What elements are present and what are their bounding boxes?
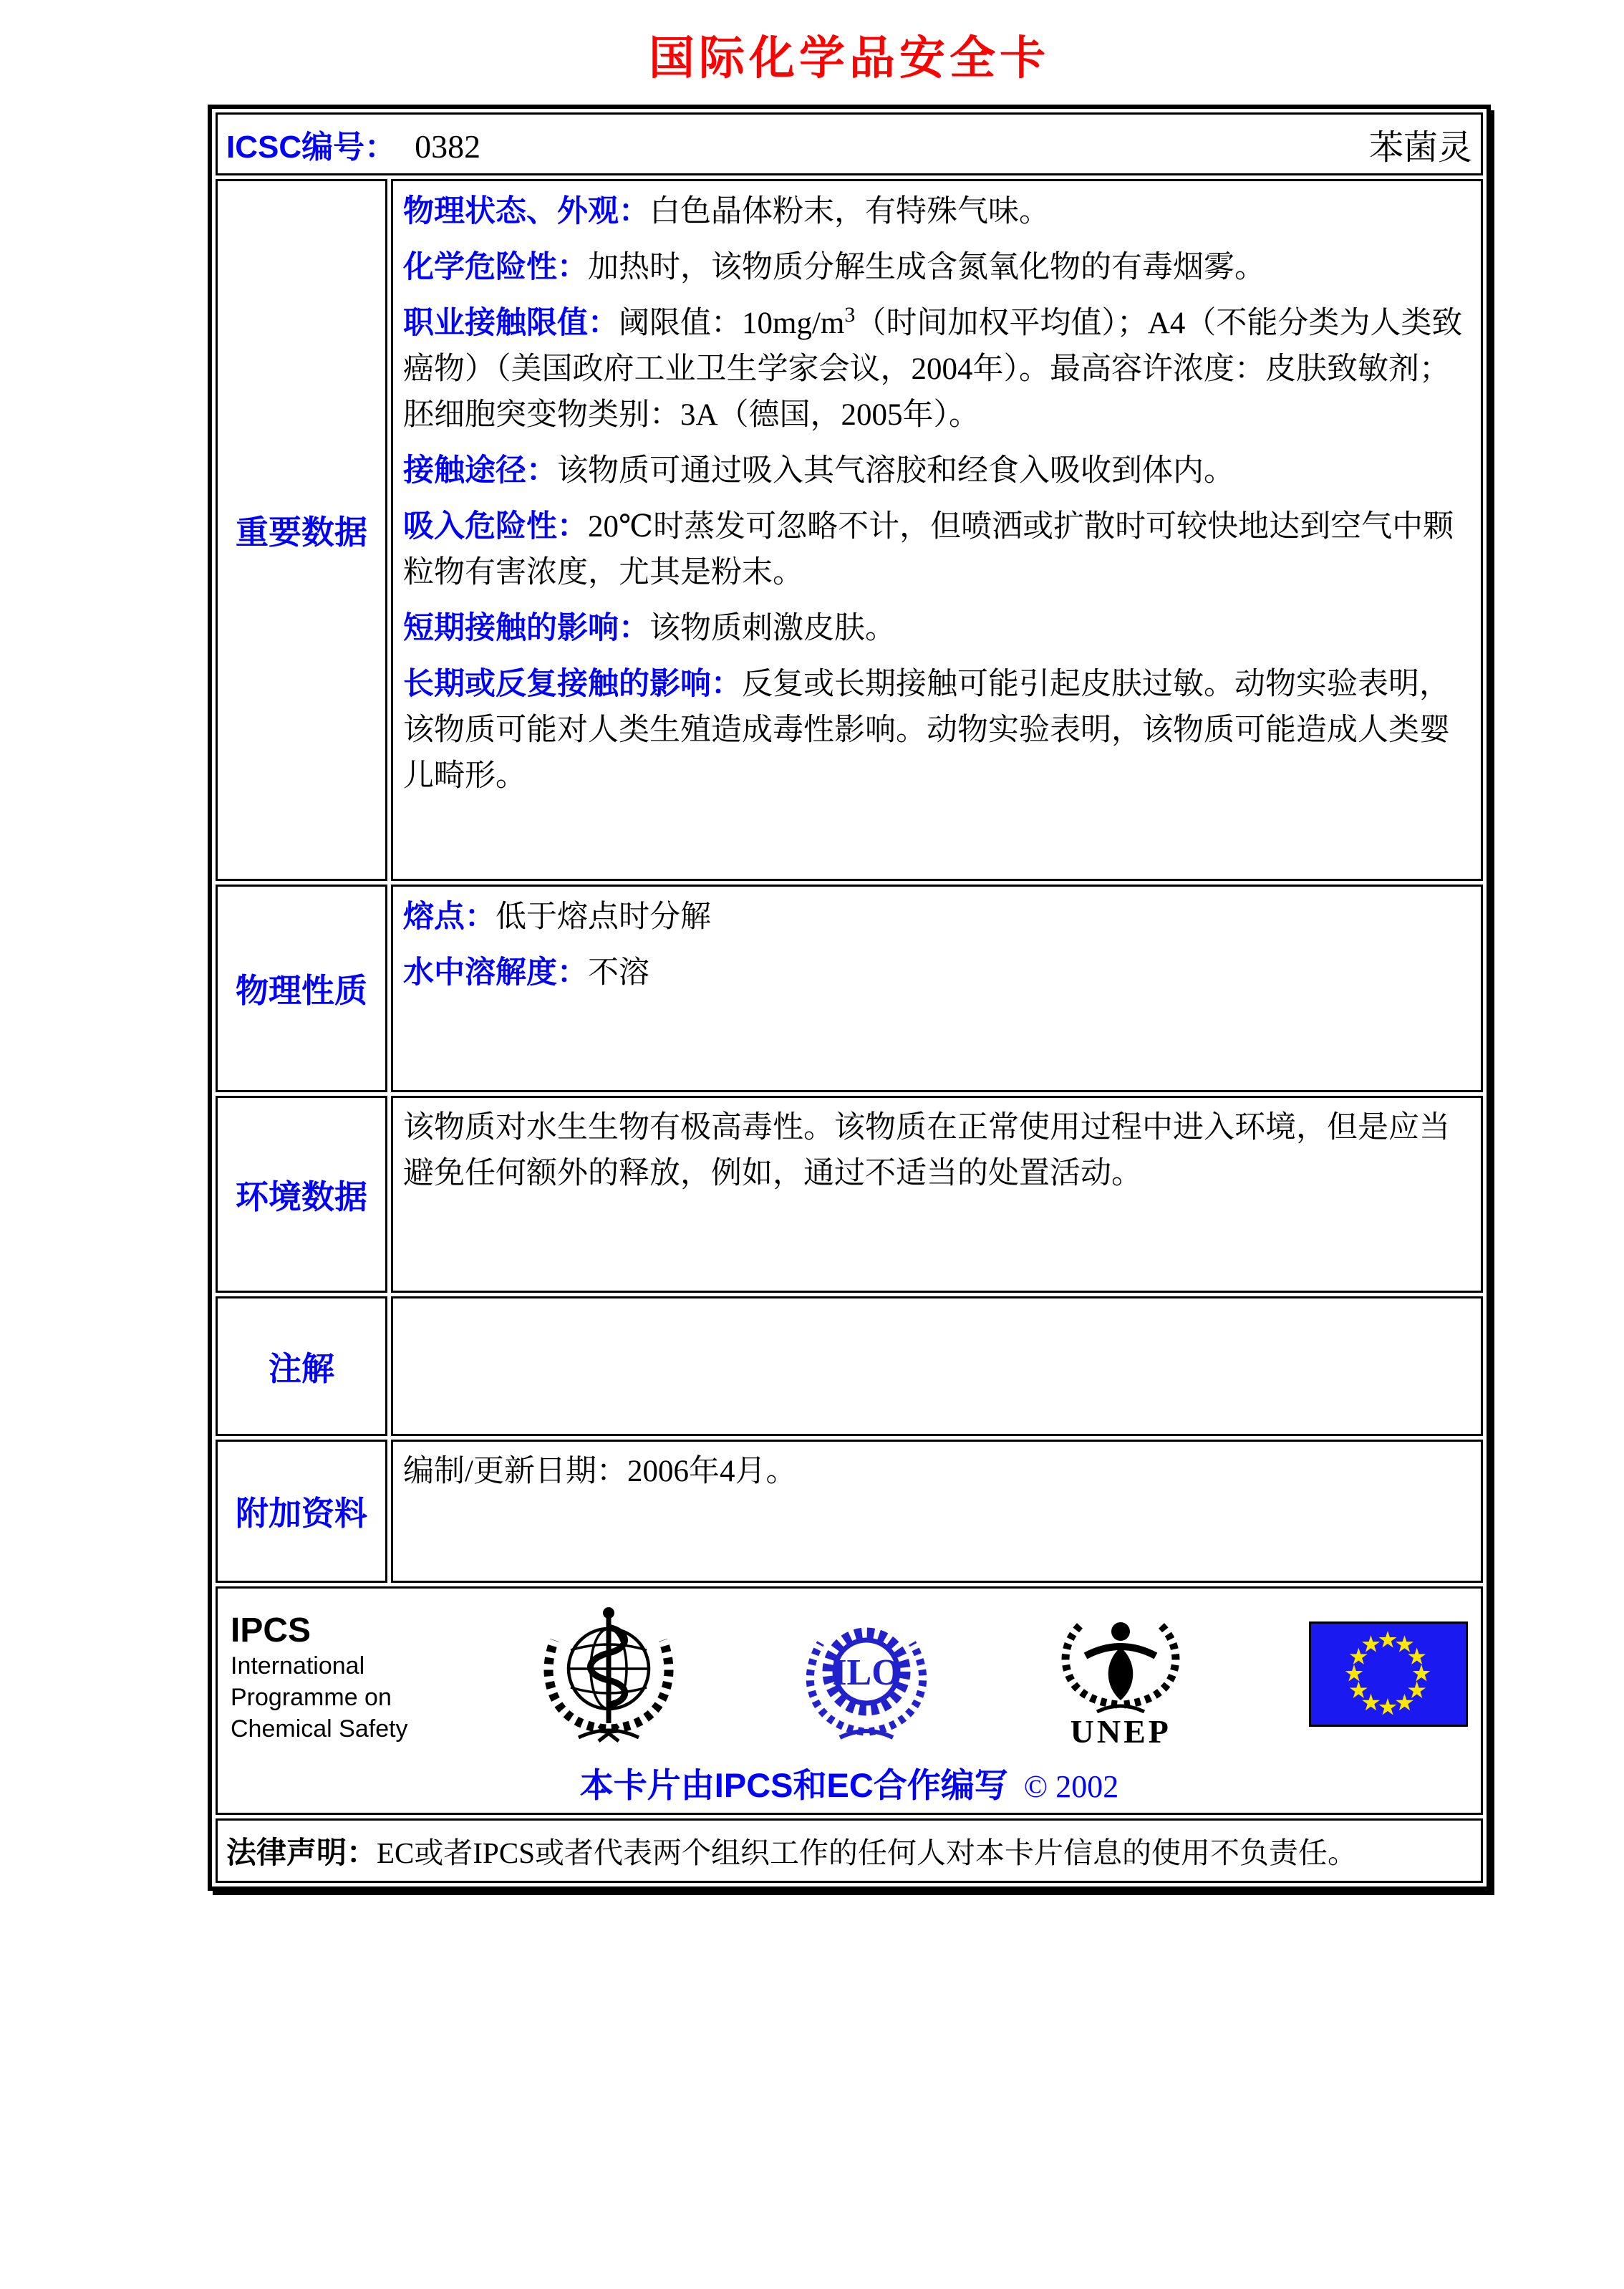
- section-label-additional-info: 附加资料: [216, 1440, 387, 1583]
- who-logo-icon: [537, 1603, 680, 1743]
- header-cell: [216, 112, 1483, 175]
- section-label-environmental-data: 环境数据: [216, 1096, 387, 1293]
- chemical-name: 苯菌灵: [1368, 128, 1472, 167]
- section-content-environmental-data: [391, 1096, 1483, 1293]
- field-paragraph: 化学危险性：加热时，该物质分解生成含氮氧化物的有毒烟雾。: [403, 250, 1265, 284]
- ilo-logo-icon: [801, 1611, 933, 1740]
- eu-flag-icon: [1309, 1621, 1468, 1727]
- section-label-important-data: 重要数据: [216, 179, 387, 881]
- unep-wordmark: UNEP: [1070, 1713, 1171, 1750]
- icsc-number-value: 0382: [415, 128, 481, 165]
- field-paragraph: 编制/更新日期：2006年4月。: [403, 1455, 797, 1488]
- section-content-notes: [391, 1296, 1483, 1436]
- field-paragraph: 物理状态、外观：白色晶体粉末，有特殊气味。: [403, 194, 1050, 228]
- environmental-data-row: [216, 1096, 1483, 1293]
- ipcs-text-block: [231, 1599, 417, 1745]
- section-content-important-data: [391, 179, 1483, 881]
- icsc-number-label: ICSC编号：: [226, 130, 397, 165]
- page-title: 国际化学品安全卡: [649, 33, 1050, 84]
- field-paragraph: 接触途径：该物质可通过吸入其气溶胶和经食入吸收到体内。: [403, 453, 1234, 488]
- unep-logo-icon: [1053, 1604, 1189, 1713]
- field-paragraph: 该物质对水生生物有极高毒性。该物质在正常使用过程中进入环境，但是应当避免任何额外的释放，例如，通过不适当的处置活动。: [403, 1111, 1450, 1190]
- field-paragraph: 水中溶解度：不溶: [403, 955, 649, 990]
- section-label-notes: 注解: [216, 1296, 387, 1436]
- logos-cell: [216, 1586, 1483, 1815]
- field-paragraph: 熔点：低于熔点时分解: [403, 900, 711, 934]
- legal-text: EC或者IPCS或者代表两个组织工作的任何人对本卡片信息的使用不负责任。: [377, 1836, 1358, 1869]
- ipcs-title: IPCS: [231, 1611, 311, 1649]
- ipcs-line-1: International: [231, 1652, 365, 1680]
- legal-row: [216, 1818, 1483, 1883]
- unep-logo-block: [1053, 1604, 1189, 1750]
- caption-text: 本卡片由IPCS和EC合作编写: [579, 1766, 1008, 1804]
- legal-cell: [216, 1818, 1483, 1883]
- icsc-number-group: [226, 121, 480, 167]
- section-content-physical-properties: [391, 885, 1483, 1092]
- ipcs-line-2: Programme on: [231, 1684, 392, 1711]
- header-content: [218, 120, 1481, 169]
- field-paragraph: 职业接触限值：阈限值：$10mg/m^3$（时间加权平均值）；A4（不能分类为人类致癌物）（美国政府工业卫生学家会议，2004年）。最高容许浓度：皮肤致敏剂；胚细胞突变物类别：3A（德国，2005年）。: [403, 303, 1463, 432]
- physical-properties-row: [216, 885, 1483, 1092]
- legal-label: 法律声明：: [226, 1836, 377, 1869]
- header-row: [216, 112, 1483, 175]
- caption-copyright: © 2002: [1023, 1769, 1119, 1804]
- icsc-table: [208, 105, 1491, 1891]
- important-data-row: [216, 179, 1483, 881]
- section-content-additional-info: [391, 1440, 1483, 1583]
- field-paragraph: 长期或反复接触的影响：反复或长期接触可能引起皮肤过敏。动物实验表明，该物质可能对人类生殖造成毒性影响。动物实验表明，该物质可能造成人类婴儿畸形。: [403, 667, 1450, 793]
- field-paragraph: 吸入危险性：20℃时蒸发可忽略不计，但喷洒或扩散时可较快地达到空气中颗粒物有害浓度，尤其是粉末。: [403, 509, 1454, 589]
- notes-row: [216, 1296, 1483, 1436]
- card-content: [208, 0, 1491, 1891]
- field-paragraph: 短期接触的影响：该物质刺激皮肤。: [403, 611, 896, 645]
- ipcs-line-3: Chemical Safety: [231, 1715, 408, 1743]
- additional-info-row: [216, 1440, 1483, 1583]
- ilo-letters: ILO: [831, 1652, 901, 1693]
- section-label-physical-properties: 物理性质: [216, 885, 387, 1092]
- footer-caption: [231, 1759, 1468, 1807]
- logos-row: [216, 1586, 1483, 1815]
- logo-strip: [231, 1599, 1468, 1750]
